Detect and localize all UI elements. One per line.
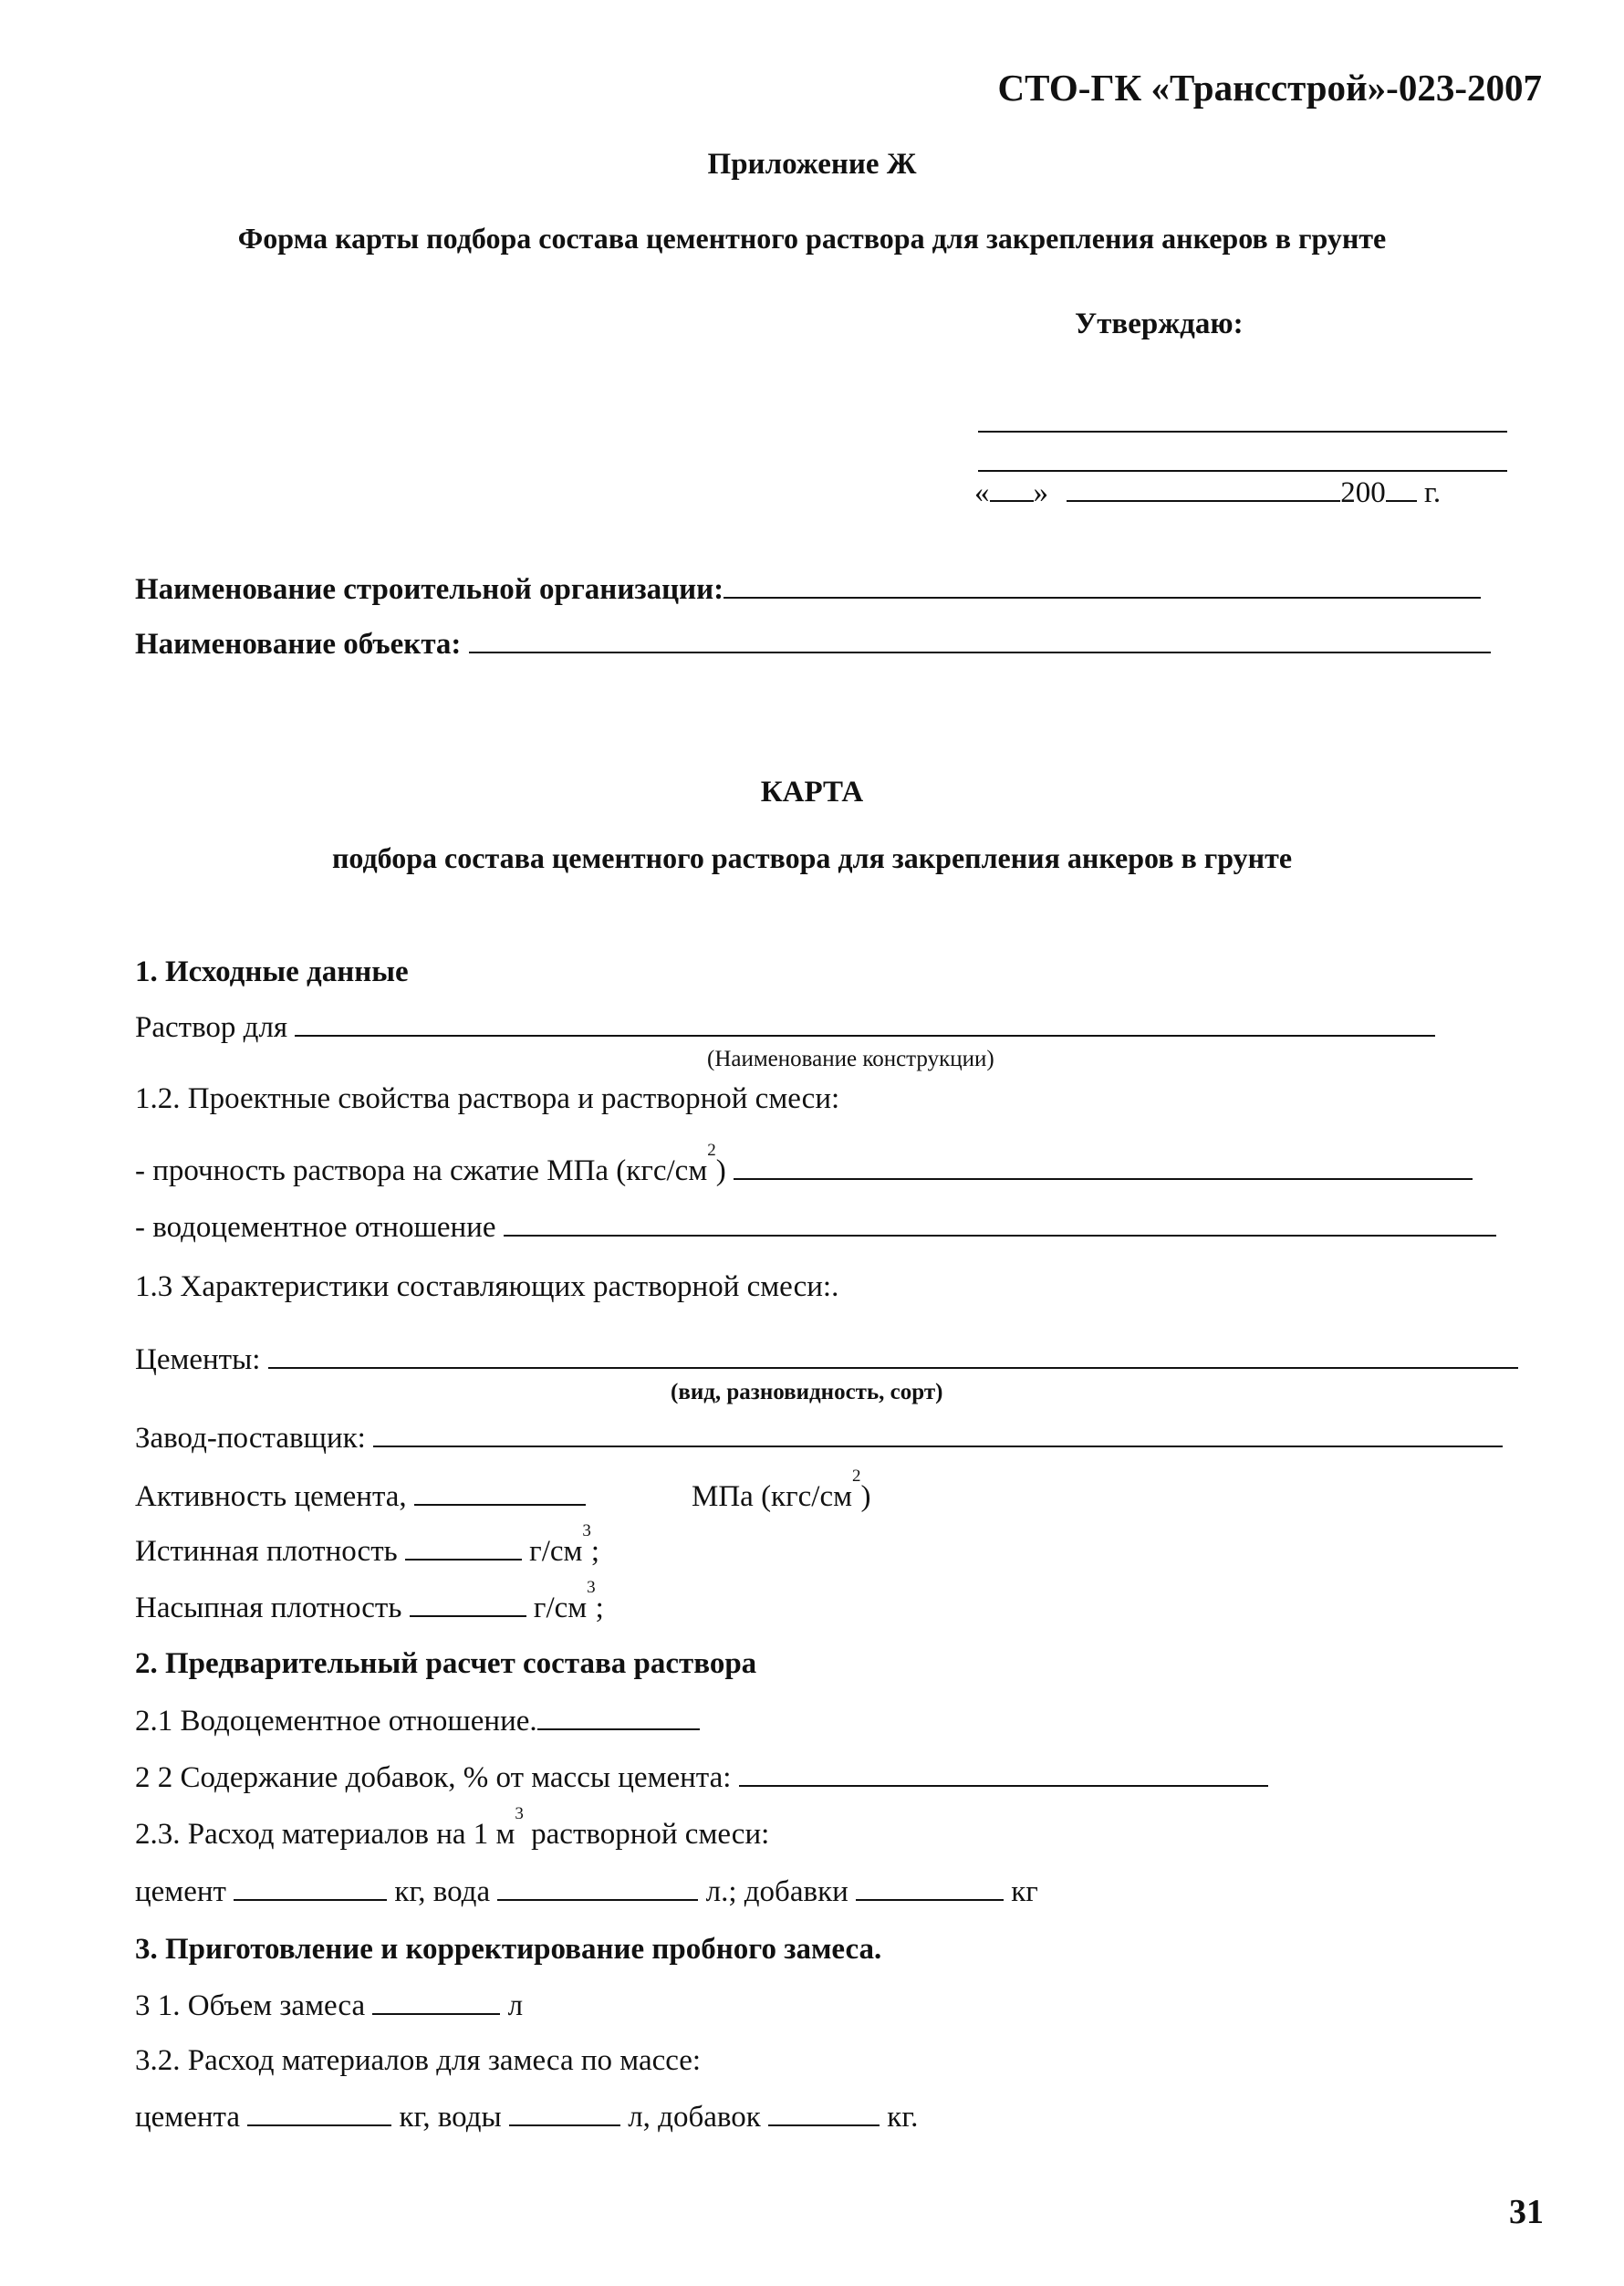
- cement-kg-field[interactable]: [234, 1898, 387, 1901]
- cements-row: [135, 1343, 1518, 1377]
- item-3-2: 3.2. Расход материалов для замеса по массе:: [135, 2044, 702, 2077]
- page-number: 31: [1509, 2193, 1544, 2231]
- additives-label: л.; добавки: [705, 1875, 848, 1908]
- item-2-3-sup: 3: [515, 1804, 524, 1823]
- mortar-for-row: [135, 1011, 1435, 1045]
- section-2-heading: 2. Предварительный расчет состава раствора: [135, 1647, 757, 1680]
- org-name-row: [135, 573, 1481, 607]
- true-density-field[interactable]: [405, 1558, 522, 1561]
- item-2-2-field[interactable]: [739, 1784, 1268, 1787]
- bulk-density-label: Насыпная плотность: [135, 1592, 402, 1624]
- item-3-1-unit: л: [507, 1989, 524, 2022]
- activity-field[interactable]: [414, 1503, 586, 1506]
- bulk-density-row: [135, 1578, 604, 1625]
- water-field[interactable]: [497, 1898, 698, 1901]
- strength-end: ): [715, 1154, 726, 1187]
- wc-ratio-field[interactable]: [504, 1234, 1496, 1237]
- item-2-1-row: [135, 1705, 700, 1738]
- item-2-2-row: [135, 1761, 1268, 1795]
- kg-end-label: кг.: [887, 2101, 919, 2134]
- activity-unit-text: МПа (кгс/см: [692, 1480, 852, 1513]
- form-title: Форма карты подбора состава цементного раствора для закрепления анкеров в грунте: [237, 222, 1387, 255]
- item-2-2-label: 2 2 Содержание добавок, % от массы цемента:: [135, 1761, 732, 1794]
- date-year-prefix: 200: [1340, 476, 1386, 509]
- date-year-suffix: г.: [1424, 476, 1442, 509]
- date-month-field[interactable]: [1067, 499, 1340, 502]
- approval-date: [974, 476, 1441, 510]
- bulk-density-sup: 3: [587, 1578, 596, 1597]
- supplier-field[interactable]: [373, 1445, 1503, 1447]
- cements-label: Цементы:: [135, 1343, 261, 1376]
- object-name-label: Наименование объекта:: [135, 628, 462, 661]
- appendix-title: Приложение Ж: [707, 148, 917, 181]
- activity-row: [135, 1480, 586, 1514]
- wc-ratio-label: - водоцементное отношение: [135, 1211, 496, 1244]
- bulk-density-field[interactable]: [410, 1614, 526, 1617]
- section-1-heading: 1. Исходные данные: [135, 955, 409, 988]
- card-title: КАРТА: [760, 776, 864, 809]
- object-name-row: [135, 628, 1491, 662]
- batch-materials-row: [135, 2101, 918, 2135]
- cementa-label: цемента: [135, 2101, 240, 2134]
- cements-note: (вид, разновидность, сорт): [671, 1380, 943, 1404]
- item-3-1-label: 3 1. Объем замеса: [135, 1989, 366, 2022]
- cementa-kg-field[interactable]: [247, 2124, 391, 2126]
- org-name-field[interactable]: [724, 596, 1481, 599]
- strength-sup: 2: [707, 1141, 716, 1160]
- dobavok-field[interactable]: [768, 2124, 880, 2126]
- date-open-quote: «: [974, 476, 990, 509]
- materials-row: [135, 1875, 1038, 1909]
- cement-label: цемент: [135, 1875, 226, 1908]
- wc-ratio-row: [135, 1211, 1496, 1245]
- supplier-label: Завод-поставщик:: [135, 1422, 366, 1455]
- kg-water-label: кг, вода: [394, 1875, 491, 1908]
- object-name-field[interactable]: [469, 651, 1491, 653]
- item-2-1-label: 2.1 Водоцементное отношение.: [135, 1705, 537, 1738]
- vody-field[interactable]: [509, 2124, 620, 2126]
- kg-label: кг: [1011, 1875, 1038, 1908]
- approval-label: Утверждаю:: [1075, 308, 1244, 340]
- item-1-2: 1.2. Проектные свойства раствора и растворной смеси:: [135, 1082, 840, 1115]
- item-3-1-row: [135, 1989, 523, 2023]
- cements-field[interactable]: [268, 1366, 1518, 1369]
- item-2-3: [135, 1804, 770, 1852]
- date-year-field[interactable]: [1386, 499, 1417, 502]
- supplier-row: [135, 1422, 1503, 1456]
- true-density-label: Истинная плотность: [135, 1535, 398, 1568]
- bulk-density-unit: г/см: [533, 1592, 588, 1624]
- true-density-unit: г/см: [529, 1535, 583, 1568]
- item-1-3: 1.3 Характеристики составляющих растворной смеси:.: [135, 1270, 839, 1303]
- item-2-3-text: 2.3. Расход материалов на 1 м: [135, 1818, 515, 1851]
- card-subtitle: подбора состава цементного раствора для закрепления анкеров в грунте: [331, 841, 1293, 874]
- activity-sup: 2: [851, 1467, 861, 1486]
- strength-row: [135, 1141, 1473, 1188]
- item-2-3-text-end: растворной смеси:: [523, 1818, 770, 1851]
- kg-vody-label: кг, воды: [399, 2101, 502, 2134]
- org-name-label: Наименование строительной организации:: [135, 573, 724, 606]
- construction-note: (Наименование конструкции): [707, 1047, 994, 1071]
- mortar-for-label: Раствор для: [135, 1011, 288, 1044]
- approval-line-2: [978, 470, 1507, 472]
- item-2-1-field[interactable]: [537, 1728, 700, 1730]
- activity-end: ): [860, 1480, 871, 1513]
- section-3-heading: 3. Приготовление и корректирование пробного замеса.: [135, 1933, 882, 1966]
- batch-volume-field[interactable]: [372, 2012, 500, 2015]
- true-density-sup: 3: [582, 1521, 591, 1540]
- date-day-field[interactable]: [990, 499, 1034, 502]
- activity-unit: [692, 1467, 871, 1514]
- true-density-row: [135, 1521, 600, 1569]
- document-code: СТО-ГК «Трансстрой»-023-2007: [997, 67, 1542, 109]
- additives-field[interactable]: [856, 1898, 1004, 1901]
- l-dobavok-label: л, добавок: [628, 2101, 761, 2134]
- true-density-end: ;: [590, 1535, 600, 1568]
- construction-name-field[interactable]: [295, 1034, 1435, 1037]
- date-close-quote: »: [1033, 476, 1048, 509]
- approval-line-1: [978, 431, 1507, 433]
- bulk-density-end: ;: [595, 1592, 604, 1624]
- strength-field[interactable]: [734, 1177, 1473, 1180]
- strength-label: - прочность раствора на сжатие МПа (кгс/см: [135, 1154, 708, 1187]
- activity-label: Активность цемента,: [135, 1480, 407, 1513]
